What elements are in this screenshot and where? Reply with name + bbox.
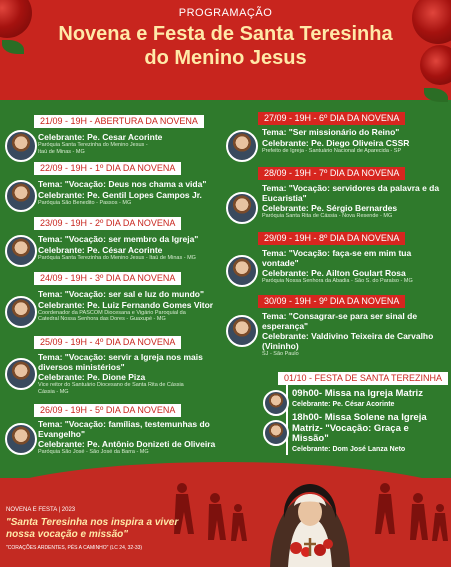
day-block bbox=[38, 180, 228, 206]
day-date-bar: 28/09 - 19H - 7º DIA DA NOVENA bbox=[258, 167, 405, 180]
celebrant-photo bbox=[5, 235, 37, 267]
celebrant-photo bbox=[5, 423, 37, 455]
celebrant-photo bbox=[5, 130, 37, 162]
celebrant-name: Celebrante: Valdivino Teixeira de Carvalho (Vininho) bbox=[262, 331, 434, 351]
feast-date-bar: 01/10 - FESTA DE SANTA TEREZINHA bbox=[278, 372, 448, 385]
celebrant-photo bbox=[226, 315, 258, 347]
day-date-bar: 25/09 - 19H - 4º DIA DA NOVENA bbox=[34, 336, 181, 349]
day-block bbox=[262, 184, 447, 220]
day-block bbox=[38, 420, 236, 456]
day-theme: Tema: "Vocação: Deus nos chama a vida" bbox=[38, 179, 207, 189]
day-block bbox=[38, 132, 218, 155]
day-date-bar: 26/09 - 19H - 5º DIA DA NOVENA bbox=[34, 404, 181, 417]
day-block bbox=[38, 235, 228, 261]
day-theme: Tema: "Vocação: ser membro da Igreja" bbox=[38, 234, 199, 244]
footer-tag: NOVENA E FESTA | 2023 bbox=[6, 507, 76, 513]
celebrant-name: Celebrante: Pe. Dione Piza bbox=[38, 372, 146, 382]
day-theme: Tema: "Vocação: servir a Igreja nos mais diversos ministérios" bbox=[38, 352, 203, 372]
celebrant-parish: Prefeito de Igreja - Santuário Nacional de Aparecida - SP bbox=[262, 147, 402, 154]
celebrant-name: Celebrante: Pe. Ailton Goulart Rosa bbox=[262, 268, 406, 278]
celebrant-photo bbox=[5, 296, 37, 328]
celebrant-parish: Catedral Nossa Senhora das Dores - Guaxupé - MG bbox=[38, 316, 166, 322]
celebrant-name: Celebrante: Pe. Antônio Donizeti de Oliveira bbox=[38, 439, 216, 449]
celebrant-parish: Paróquia São José - São José da Barra - MG bbox=[38, 449, 149, 455]
footer-reference: "CORAÇÕES ARDENTES, PÉS A CAMINHO" (LC 24, 32-33) bbox=[6, 545, 143, 551]
celebrant-photo bbox=[226, 130, 258, 162]
day-theme: Tema: "Ser missionário do Reino" bbox=[262, 127, 400, 137]
footer-quote: "Santa Teresinha nos inspira a viver nossa vocação e missão" bbox=[6, 517, 179, 540]
celebrant-parish: Paróquia Santa Rita de Cássia - Nova Resende - MG bbox=[262, 213, 393, 219]
feast-event-time: 09h00- Missa na Igreja Matriz bbox=[292, 388, 423, 399]
celebrant-photo bbox=[226, 192, 258, 224]
celebrant-name: Celebrante: Pe. César Acorinte bbox=[38, 244, 163, 255]
day-theme: Tema: "Vocação: ser sal e luz do mundo" bbox=[38, 289, 204, 299]
day-date-bar: 21/09 - 19H - ABERTURA DA NOVENA bbox=[34, 115, 204, 128]
celebrant-name: Celebrante: Pe. Cesar Acorinte bbox=[38, 132, 163, 142]
feast-event-time: 18h00- Missa Solene na Igreja Matriz- "Vocação: Graça e Missão" bbox=[292, 412, 427, 444]
day-date-bar: 29/09 - 19H - 8º DIA DA NOVENA bbox=[258, 232, 405, 245]
day-date-bar: 22/09 - 19H - 1º DIA DA NOVENA bbox=[34, 162, 181, 175]
day-theme: Tema: "Consagrar-se para ser sinal de esperança" bbox=[262, 311, 418, 331]
celebrant-photo bbox=[263, 420, 289, 446]
celebrant-parish: Paróquia Santa Terezinha do Menino Jesus - Itaú de Minas - MG bbox=[38, 254, 196, 261]
day-block bbox=[262, 249, 447, 285]
celebrant-name: Celebrante: Pe. Gentil Lopes Campos Jr. bbox=[38, 189, 202, 200]
celebrant-photo bbox=[263, 390, 289, 416]
day-block bbox=[38, 353, 228, 395]
celebrant-parish: Paróquia São Benedito - Passos - MG bbox=[38, 199, 132, 206]
feast-event-2 bbox=[292, 413, 447, 454]
day-date-bar: 24/09 - 19H - 3º DIA DA NOVENA bbox=[34, 272, 181, 285]
saint-teresinha-portrait bbox=[262, 478, 358, 567]
celebrant-parish: Itaú de Minas - MG bbox=[38, 148, 85, 155]
day-block bbox=[38, 290, 233, 323]
header-title-line1: Novena e Festa de Santa Teresinha bbox=[58, 23, 393, 45]
day-block bbox=[262, 312, 447, 358]
header-kicker: PROGRAMAÇÃO bbox=[178, 7, 273, 19]
header-title-line2: do Menino Jesus bbox=[144, 47, 307, 69]
feast-event-1 bbox=[292, 389, 447, 409]
day-date-bar: 23/09 - 19H - 2º DIA DA NOVENA bbox=[34, 217, 181, 230]
day-block bbox=[262, 128, 447, 154]
celebrant-name: Celebrante: Pe. Diego Oliveira CSSR bbox=[262, 137, 410, 148]
celebrant-parish: Coordenador da PASCOM Diocesana e Vigário Paroquial da bbox=[38, 309, 186, 316]
celebrant-parish: Paróquia Santa Terezinha do Menino Jesus - bbox=[38, 142, 148, 148]
celebrant-name: Celebrante: Pe. Sérgio Bernardes bbox=[262, 203, 398, 213]
day-theme: Tema: "Vocação: famílias, testemunhas do Evangelho" bbox=[38, 419, 210, 439]
celebrant-photo bbox=[226, 255, 258, 287]
day-theme: Tema: "Vocação: servidores da palavra e da Eucaristia" bbox=[262, 183, 440, 203]
celebrant-parish: Vice reitor do Santuário Diocesano de Santa Rita de Cássia bbox=[38, 382, 184, 388]
feast-event-celebrant: Celebrante: Pe. César Acorinte bbox=[292, 400, 395, 408]
celebrant-parish: Cássia - MG bbox=[38, 388, 69, 395]
feast-event-celebrant: Celebrante: Dom José Lanza Neto bbox=[292, 445, 406, 453]
celebrant-name: Celebrante: Pe. Luiz Fernando Gomes Vitor bbox=[38, 299, 214, 310]
celebrant-parish: Paróquia Nossa Senhora da Abadia - São S. do Paraíso - MG bbox=[262, 278, 413, 284]
celebrant-photo bbox=[5, 180, 37, 212]
celebrant-parish: SJ - São Paulo bbox=[262, 351, 299, 357]
day-date-bar: 27/09 - 19H - 6º DIA DA NOVENA bbox=[258, 112, 405, 125]
day-date-bar: 30/09 - 19H - 9º DIA DA NOVENA bbox=[258, 295, 405, 308]
celebrant-photo bbox=[5, 358, 37, 390]
day-theme: Tema: "Vocação: faça-se em mim tua vontade" bbox=[262, 248, 412, 268]
